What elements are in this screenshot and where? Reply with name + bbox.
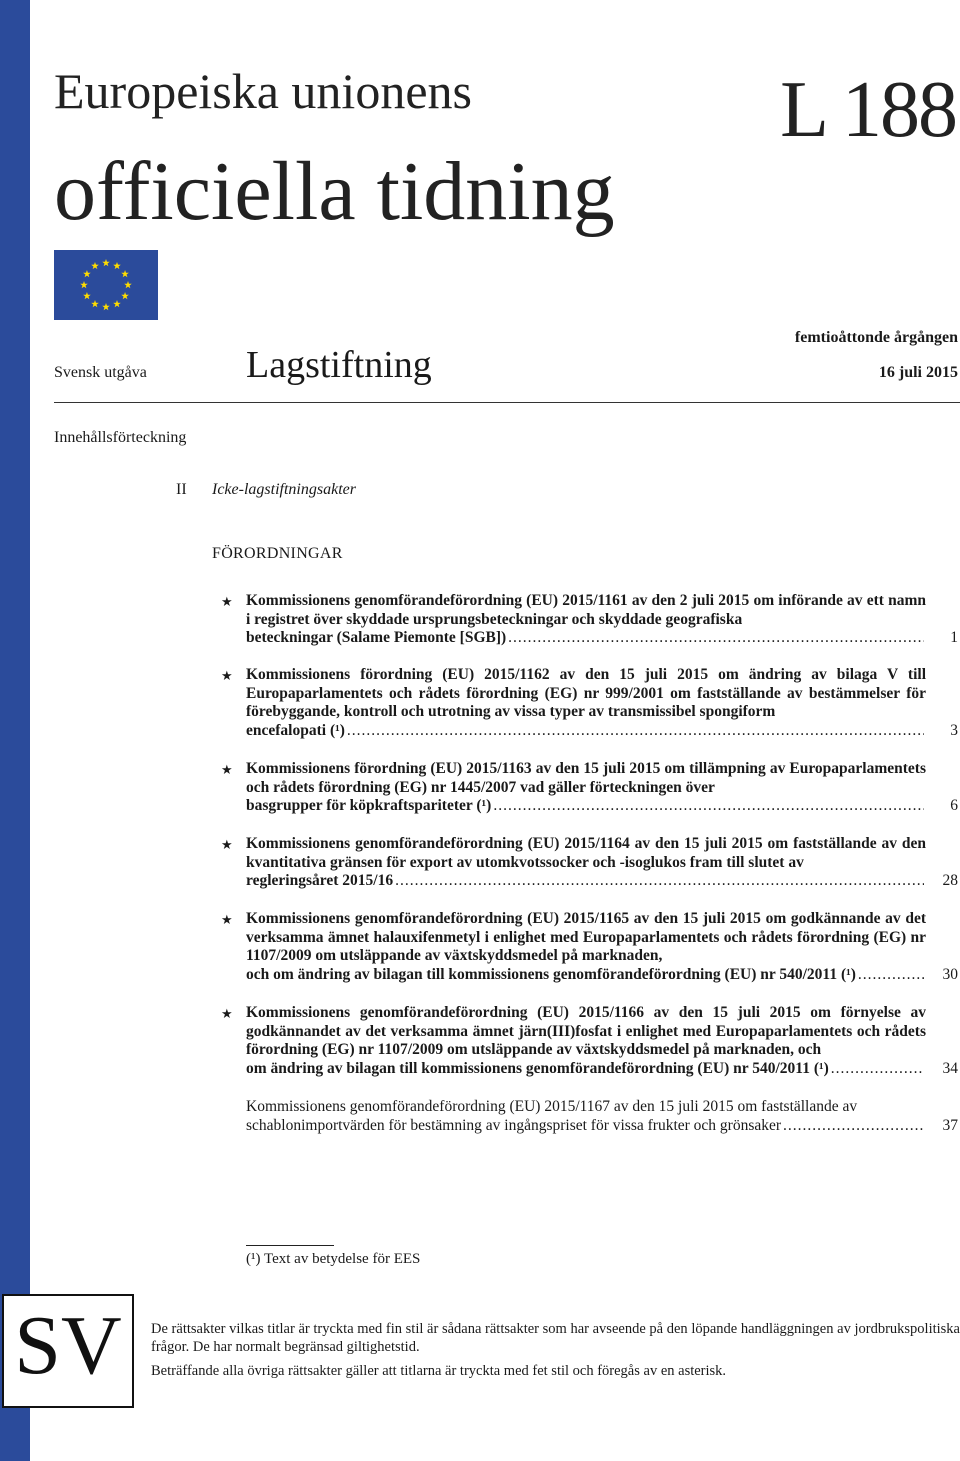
toc-page-number: 34 [942,1059,958,1077]
journal-title-line2: officiella tidning [54,145,615,238]
asterisk-star-icon: ★ [221,668,233,683]
header-divider [54,402,960,403]
leader-dots [493,797,924,816]
language-code-box [2,1294,134,1408]
footnote: (¹) Text av betydelse för EES [246,1251,421,1267]
part-number: II [176,481,187,498]
leader-dots [347,722,924,741]
toc-label: Innehållsförteckning [54,429,187,446]
issue-number: L 188 [780,66,956,154]
notice-paragraph-2: Beträffande alla övriga rättsakter gäller att titlarna är tryckta med fet stil och föregås av en asterisk. [151,1363,727,1379]
toc-entry-title: Kommissionens förordning (EU) 2015/1162 av den 15 juli 2015 om ändring av bilaga V till Europaparlamentets och rådets förordning (EG) nr 999/2001 om fastställande av bestämmelser för förebyggande, kontroll och utrotning av vissa typer av transmissibel spongiform encefalopati (¹) ..... [246,666,926,740]
toc-page-number: 30 [942,965,958,983]
toc-page-number: 28 [942,872,958,890]
toc-entry-title: Kommissionens genomförandeförordning (EU) 2015/1167 av den 15 juli 2015 om fastställande av schablonimportvärden för bestämning av ingångspriset för vissa frukter och grönsaker ..... [246,1098,926,1135]
toc-page-number: 1 [950,629,958,647]
leader-dots [858,966,924,985]
toc-entry-title: Kommissionens genomförandeförordning (EU) 2015/1165 av den 15 juli 2015 om godkännande av det verksamma ämnet halauxifenmetyl i enlighet med Europaparlamentets och rådets förordning (EG) nr 1107/2009 om utsläppande av växtskyddsmedel på marknaden, och om ändring av bilagan till kommissionens genomförandeförordning (EU) nr 540/2011 (¹) ..... [246,910,926,984]
asterisk-star-icon: ★ [221,837,233,852]
leader-dots [783,1117,924,1136]
journal-title-line1: Europeiska unionens [54,63,472,119]
leader-dots [831,1060,924,1079]
toc-entry-title: Kommissionens genomförandeförordning (EU) 2015/1166 av den 15 juli 2015 om förnyelse av godkännandet av det verksamma ämnet järn(III)fosfat i enlighet med Europaparlamentets och rådets förordning (EG) nr 1107/2009 om utsläppande av växtskyddsmedel på marknaden, och om ändring av bilagan till kommissionens genomförandeförordning (EU) nr 540/2011 (¹) ..... [246,1004,926,1078]
asterisk-star-icon: ★ [221,1006,233,1021]
category-title: FÖRORDNINGAR [212,545,343,562]
eu-flag-icon [54,250,158,320]
toc-entry-title: Kommissionens genomförandeförordning (EU) 2015/1164 av den 15 juli 2015 om fastställande av den kvantitativa gränsen för export av utomkvotssocker och -isoglukos fram till slutet av regleringsåret 2015/16 ..... [246,835,926,891]
toc-page-number: 6 [950,797,958,815]
asterisk-star-icon: ★ [221,912,233,927]
toc-page-number: 37 [942,1116,958,1134]
toc-entry-title: Kommissionens förordning (EU) 2015/1163 av den 15 juli 2015 om tillämpning av Europaparlamentets och rådets förordning (EG) nr 1445/2007 vad gäller förteckningen över basgrupper för köpkraftspariteter (¹) ..... [246,760,926,816]
notice-paragraph-1: De rättsakter vilkas titlar är tryckta med fin stil är sådana rättsakter som har avseende på den löpande handläggningen av jordbrukspolitiska frågor. De har normalt begränsad giltighetstid. [151,1321,960,1355]
language-code: SV [14,1299,122,1392]
part-title: Icke-lagstiftningsakter [212,481,356,498]
left-color-bar [0,0,30,1461]
volume-year: femtioåttonde årgången [794,329,958,346]
publication-date: 16 juli 2015 [878,364,958,381]
toc-page-number: 3 [950,721,958,739]
asterisk-star-icon: ★ [221,594,233,609]
footnote-divider [246,1245,334,1246]
asterisk-star-icon: ★ [221,762,233,777]
section-title: Lagstiftning [246,344,432,386]
leader-dots [508,629,924,648]
edition-label: Svensk utgåva [54,364,147,381]
toc-entry-title: Kommissionens genomförandeförordning (EU) 2015/1161 av den 2 juli 2015 om införande av ett namn i registret över skyddade ursprungsbeteckningar och skyddade geografiska beteckningar (Salame Piemonte [SGB]) ..... [246,592,926,648]
leader-dots [395,872,924,891]
